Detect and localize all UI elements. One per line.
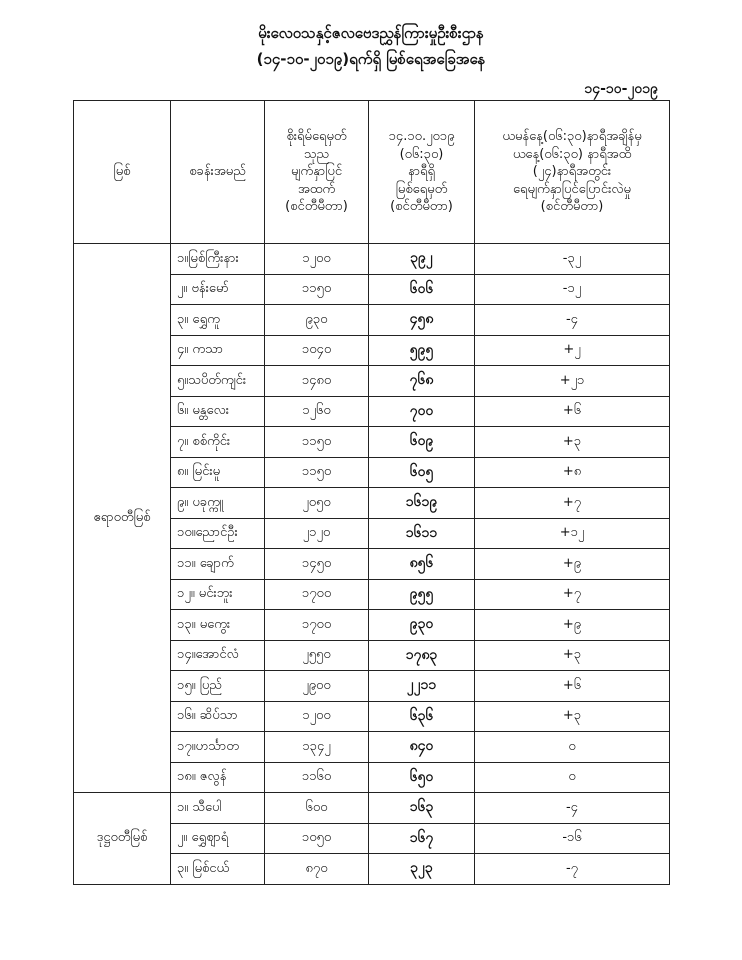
- header-line: အထက်: [297, 181, 336, 197]
- col-header-water-level: [369, 101, 475, 244]
- danger-level-cell: ၁၄၈၀: [265, 366, 369, 397]
- level-change-cell: -၃၂: [475, 244, 670, 275]
- header-line: (စင်တီမီတာ): [540, 199, 604, 215]
- header-line: ယမန်နေ့(၀၆:၃၀)နာရီအချိန်မှ: [502, 129, 642, 145]
- header-line: (စင်တီမီတာ): [390, 199, 453, 215]
- level-change-cell: +၆: [475, 396, 670, 427]
- level-change-cell: +၉: [475, 549, 670, 580]
- station-cell: ၃။ ရွှေကူ: [171, 305, 265, 336]
- water-level-cell: ၅၉၅: [369, 335, 475, 366]
- station-cell: ၁၆။ ဆိပ်သာ: [171, 701, 265, 732]
- level-change-cell: -၁၆: [475, 823, 670, 854]
- level-change-cell: +၂၁: [475, 366, 670, 397]
- header-line: ရေမျက်နှာပြင်ပြောင်းလဲမှု: [513, 181, 631, 197]
- station-cell: ၁၁။ ချောက်: [171, 549, 265, 580]
- danger-level-cell: ၂၅၅၀: [265, 640, 369, 671]
- water-level-cell: ၈၄၀: [369, 732, 475, 763]
- level-change-cell: +၃: [475, 701, 670, 732]
- danger-level-cell: ၁၁၆၀: [265, 762, 369, 793]
- col-header-river: မြစ်: [74, 101, 171, 244]
- water-level-cell: ၁၇၈၃: [369, 640, 475, 671]
- station-cell: ၆။ မန္တလေး: [171, 396, 265, 427]
- table-header-row: [74, 101, 670, 244]
- water-level-cell: ၁၆၁၁: [369, 518, 475, 549]
- water-level-cell: ၉၃၀: [369, 610, 475, 641]
- table-body: [74, 244, 670, 885]
- col-header-danger-level: [265, 101, 369, 244]
- col-header-station: စခန်းအမည်: [171, 101, 265, 244]
- page-title: မိုးလေဝသနှင့်ဇလဗေဒညွှန်ကြားမှုဦးစီးဌာန: [258, 24, 484, 42]
- danger-level-cell: ၂၀၅၀: [265, 488, 369, 519]
- water-level-cell: ၆၃၆: [369, 701, 475, 732]
- header-line: မြစ်ရေမှတ်: [395, 181, 448, 197]
- header-line: ယနေ့(၀၆:၃၀) နာရီအထိ: [512, 146, 632, 162]
- header-line: စိုးရိမ်ရေမှတ်: [286, 129, 347, 145]
- header-line: သုည: [303, 146, 330, 162]
- danger-level-cell: ၆၀၀: [265, 793, 369, 824]
- water-level-cell: ၄၅၈: [369, 305, 475, 336]
- water-level-cell: ၆၀၅: [369, 457, 475, 488]
- river-level-table: [73, 100, 670, 885]
- danger-level-cell: ၁၁၅၀: [265, 274, 369, 305]
- level-change-cell: ၀: [475, 762, 670, 793]
- station-cell: ၅။သပိတ်ကျင်း: [171, 366, 265, 397]
- report-date: ၁၄-၁၀-၂၀၁၉: [584, 81, 658, 97]
- level-change-cell: +၉: [475, 610, 670, 641]
- danger-level-cell: ၁၁၅၀: [265, 457, 369, 488]
- water-level-cell: ၆၅၀: [369, 762, 475, 793]
- station-cell: ၂။ ရွှေဈာရံ: [171, 823, 265, 854]
- station-cell: ၈။ မြင်းမူ: [171, 457, 265, 488]
- danger-level-cell: ၁၂၀၀: [265, 701, 369, 732]
- station-cell: ၃။ မြစ်ငယ်: [171, 854, 265, 885]
- page-subtitle: (၁၄-၁၀-၂၀၁၉)ရက်ရှိ မြစ်ရေအခြေအနေ: [256, 50, 486, 68]
- header-line: (၂၄)နာရီအတွင်း: [532, 164, 612, 180]
- station-cell: ၁၂။ မင်းဘူး: [171, 579, 265, 610]
- water-level-cell: ၂၂၁၁: [369, 671, 475, 702]
- river-name-cell: ဒုဋ္ဌဝတီမြစ်: [74, 793, 171, 885]
- level-change-cell: +၆: [475, 671, 670, 702]
- danger-level-cell: ၂၁၂၀: [265, 518, 369, 549]
- station-cell: ၇။ စစ်ကိုင်း: [171, 427, 265, 458]
- station-cell: ၁၅။ ပြည်: [171, 671, 265, 702]
- danger-level-cell: ၂၉၀၀: [265, 671, 369, 702]
- danger-level-cell: ၁၃၄၂: [265, 732, 369, 763]
- level-change-cell: +၃: [475, 640, 670, 671]
- station-cell: ၂။ ဗန်းမော်: [171, 274, 265, 305]
- water-level-cell: ၉၅၅: [369, 579, 475, 610]
- danger-level-cell: ၁၀၅၀: [265, 823, 369, 854]
- water-level-cell: ၃၂၃: [369, 854, 475, 885]
- water-level-cell: ၇၆၈: [369, 366, 475, 397]
- water-level-cell: ၁၆၁၉: [369, 488, 475, 519]
- level-change-cell: -၇: [475, 854, 670, 885]
- station-cell: ၁၃။ မကွေး: [171, 610, 265, 641]
- danger-level-cell: ၁၀၄၀: [265, 335, 369, 366]
- header-line: (စင်တီမီတာ): [285, 199, 348, 215]
- level-change-cell: ၀: [475, 732, 670, 763]
- danger-level-cell: ၁၇၀၀: [265, 579, 369, 610]
- col-header-change: [475, 101, 670, 244]
- station-cell: ၁၇။ဟင်္သာတ: [171, 732, 265, 763]
- danger-level-cell: ၉၃၀: [265, 305, 369, 336]
- level-change-cell: +၇: [475, 579, 670, 610]
- water-level-cell: ၃၉၂: [369, 244, 475, 275]
- table-row: [74, 793, 670, 824]
- header-line: နာရီရှိ: [407, 164, 435, 180]
- water-level-cell: ၁၆၇: [369, 823, 475, 854]
- water-level-cell: ၆၀၉: [369, 427, 475, 458]
- station-cell: ၁။ သီပေါ: [171, 793, 265, 824]
- water-level-cell: ၇၀၀: [369, 396, 475, 427]
- level-change-cell: -၁၂: [475, 274, 670, 305]
- danger-level-cell: ၁၄၅၀: [265, 549, 369, 580]
- level-change-cell: +၃: [475, 427, 670, 458]
- header-line: ၁၄.၁၀.၂၀၁၉: [388, 129, 455, 145]
- station-cell: ၉။ ပခုက္ကူ: [171, 488, 265, 519]
- header-line: မျက်နှာပြင်: [290, 164, 343, 180]
- station-cell: ၄။ ကသာ: [171, 335, 265, 366]
- water-level-cell: ၁၆၃: [369, 793, 475, 824]
- water-level-cell: ၆၀၆: [369, 274, 475, 305]
- level-change-cell: +၈: [475, 457, 670, 488]
- water-level-cell: ၈၅၆: [369, 549, 475, 580]
- danger-level-cell: ၁၁၅၀: [265, 427, 369, 458]
- station-cell: ၁၈။ ဇလွန်: [171, 762, 265, 793]
- table-row: [74, 244, 670, 275]
- station-cell: ၁၀။ညောင်ဦး: [171, 518, 265, 549]
- danger-level-cell: ၁၇၀၀: [265, 610, 369, 641]
- level-change-cell: +၇: [475, 488, 670, 519]
- level-change-cell: -၄: [475, 305, 670, 336]
- river-name-cell: ဧရာဝတီမြစ်: [74, 244, 171, 793]
- level-change-cell: +၁၂: [475, 518, 670, 549]
- header-line: (၀၆:၃၀): [399, 146, 444, 162]
- station-cell: ၁။မြစ်ကြီးနား: [171, 244, 265, 275]
- level-change-cell: -၄: [475, 793, 670, 824]
- danger-level-cell: ၈၇၀: [265, 854, 369, 885]
- station-cell: ၁၄။အောင်လံ: [171, 640, 265, 671]
- level-change-cell: +၂: [475, 335, 670, 366]
- danger-level-cell: ၁၂၆၀: [265, 396, 369, 427]
- danger-level-cell: ၁၂၀၀: [265, 244, 369, 275]
